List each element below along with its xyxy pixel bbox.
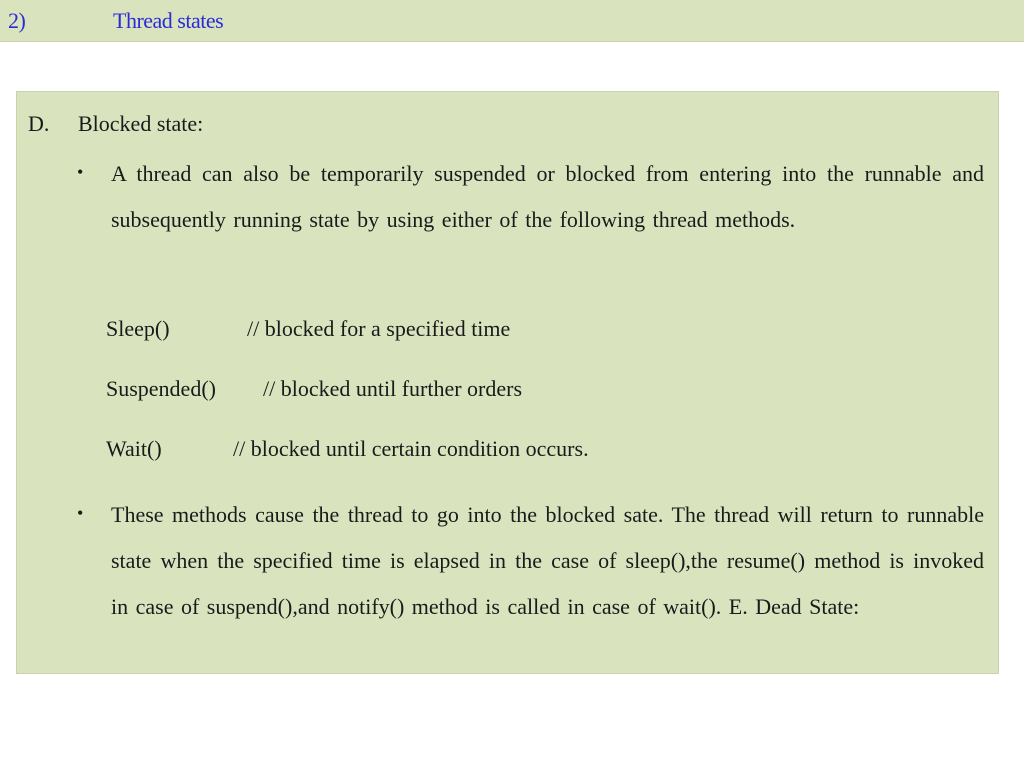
method-comment: // blocked until further orders [263,376,523,401]
bullet-1: • [77,162,84,182]
slide-number: 2) [8,8,26,33]
method-name: Suspended() [106,376,216,401]
content-panel [16,91,999,674]
slide-title: Thread states [113,8,224,33]
section-heading: Blocked state: [78,111,204,136]
paragraph-1: A thread can also be temporarily suspended or blocked from entering into the runnable and subsequently running state by using either of the following thread methods. [111,161,984,232]
bullet-2: • [77,503,84,523]
title-bar [0,0,1024,42]
section-letter: D. [28,111,50,136]
method-comment: // blocked for a specified time [247,316,511,341]
method-name: Sleep() [106,316,170,341]
paragraph-2: These methods cause the thread to go into the blocked sate. The thread will return to runnable state when the specified time is elapsed in the case of sleep(),the resume() method is invoked in case of suspend(),and notify() method is called in case of wait(). E. Dead State: [111,502,984,619]
method-comment: // blocked until certain condition occurs. [233,436,589,461]
method-name: Wait() [106,436,162,461]
